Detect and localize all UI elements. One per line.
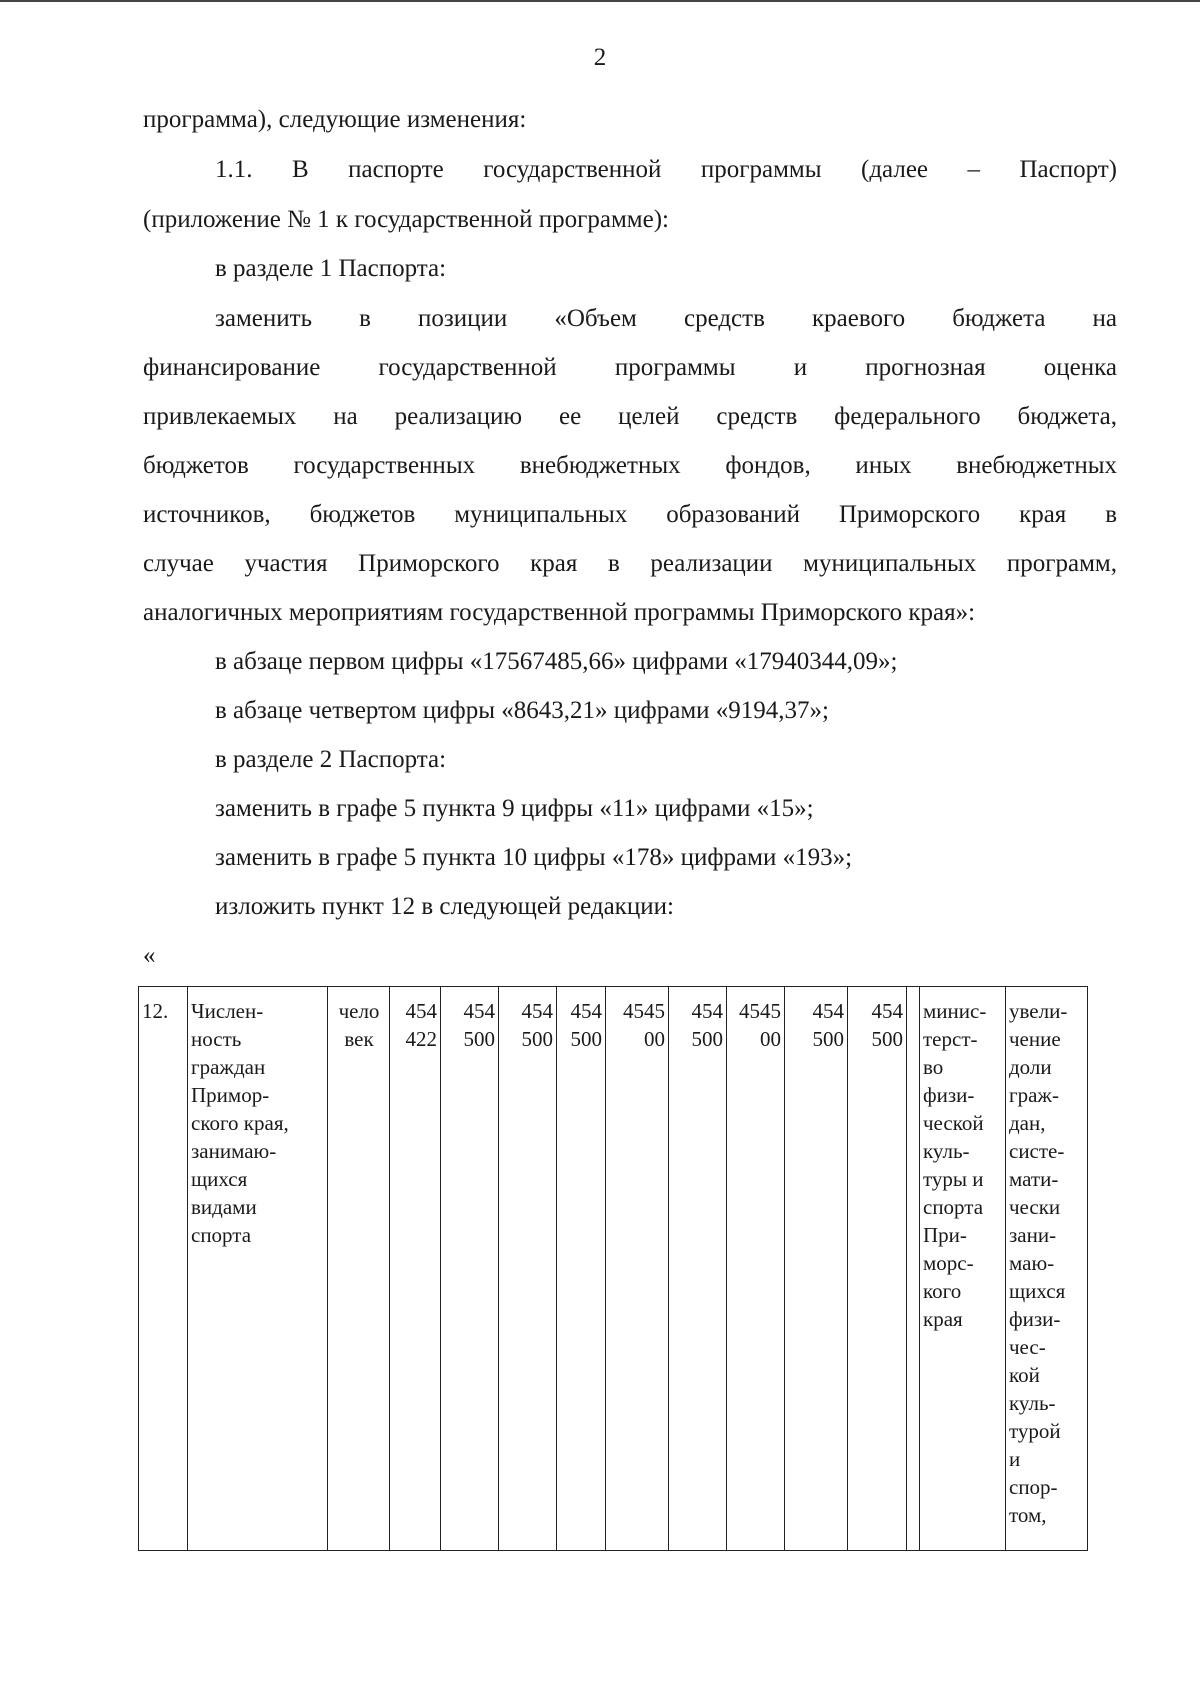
indicator-name-cell: Числен- ность граждан Примор- ского края, занимаю- щихся видами спорта [188,987,328,1551]
value-cell-3: 454 500 [499,987,557,1551]
paragraph-line-14: в разделе 2 Паспорта: [215,746,447,773]
passport-table [138,986,1088,1551]
value-cell-5: 4545 00 [606,987,669,1551]
unit-cell: чело век [328,987,390,1551]
paragraph-line-2: 1.1. В паспорте государственной программы (далее – Паспорт) [215,156,1117,183]
page-number: 2 [593,44,607,71]
paragraph-line-10: случае участия Приморского края в реализации муниципальных программ, [143,550,1117,577]
responsible-ministry-cell: минис- терст- во физи- ческой куль- туры и спорта При- морс- кого края [920,987,1006,1551]
paragraph-line-6: финансирование государственной программы и прогнозная оценка [143,354,1117,381]
value-cell-6: 454 500 [669,987,727,1551]
paragraph-line-1: программа), следующие изменения: [143,106,527,133]
paragraph-line-3: (приложение № 1 к государственной программе): [143,206,669,233]
paragraph-line-16: заменить в графе 5 пункта 10 цифры «178» цифрами «193»; [215,844,853,871]
value-cell-7: 4545 00 [727,987,785,1551]
paragraph-line-15: заменить в графе 5 пункта 9 цифры «11» цифрами «15»; [215,795,814,822]
paragraph-line-11: аналогичных мероприятиям государственной программы Приморского края»: [143,599,976,626]
opening-quote-mark: « [143,942,156,969]
paragraph-line-17: изложить пункт 12 в следующей редакции: [215,893,674,920]
top-border-line [0,0,1200,2]
paragraph-line-13: в абзаце четвертом цифры «8643,21» цифрами «9194,37»; [215,697,829,724]
paragraph-line-12: в абзаце первом цифры «17567485,66» цифрами «17940344,09»; [215,648,898,675]
value-cell-8: 454 500 [785,987,848,1551]
table-row [139,987,1088,1551]
value-cell-2: 454 500 [441,987,499,1551]
paragraph-line-5: заменить в позиции «Объем средств краевого бюджета на [215,305,1117,332]
value-cell-4: 454 500 [557,987,606,1551]
row-number-cell: 12. [139,987,188,1551]
paragraph-line-8: бюджетов государственных внебюджетных фондов, иных внебюджетных [143,452,1117,479]
value-cell-1: 454 422 [390,987,441,1551]
paragraph-line-4: в разделе 1 Паспорта: [215,255,447,282]
empty-narrow-cell [907,987,920,1551]
value-cell-9: 454 500 [848,987,907,1551]
paragraph-line-9: источников, бюджетов муниципальных образований Приморского края в [143,501,1117,528]
paragraph-line-7: привлекаемых на реализацию ее целей средств федерального бюджета, [143,403,1117,430]
expected-result-cell: увели- чение доли граж- дан, систе- мати- чески зани- маю- щихся физи- чес- кой куль- турой и спор- том, [1006,987,1088,1551]
